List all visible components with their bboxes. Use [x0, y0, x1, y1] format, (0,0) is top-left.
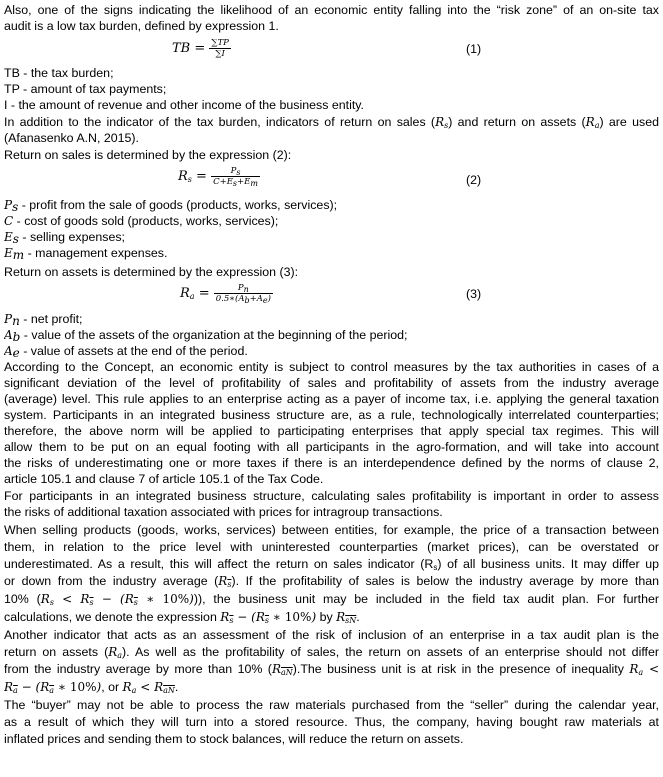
- definition-line: C - cost of goods sold (products, works, services);: [4, 214, 279, 228]
- paragraph-line: audit is a low tax burden, defined by expression 1.: [4, 19, 279, 33]
- paragraph-line: [4, 115, 659, 131]
- definition-line: $A_b$ - value of the assets of the organization at the beginning of the period;: [4, 328, 408, 344]
- equation-1: TB = $\frac{\sum TP}{\sum I}$: [172, 38, 229, 59]
- paragraph-line: Another indicator that acts as an assessment of the risk of inclusion of an enterprise in a tax audit plan is the: [4, 628, 659, 642]
- eq3-denominator: $0.5∗(A_b+A_e)$: [215, 294, 271, 305]
- paragraph-line: The “buyer” may not be able to process the raw materials purchased from the “seller” during the calendar year,: [4, 698, 659, 712]
- paragraph-line: therefore, the above norm will be applied to participating enterprises that apply special tax regimes. This will: [4, 424, 659, 438]
- paragraph-line: the risks of underestimating one or more taxes if there is an interdependence defined by the norms of clause 2,: [4, 456, 659, 470]
- inequality-sales: $R_s < R_s - (R_s$ ∗ 10%): [40, 592, 194, 607]
- expression-sales-threshold: $R_s - (R_s$ ∗ 10%): [220, 610, 317, 625]
- definition-line: $P_s$ - profit from the sale of goods (products, works, services);: [4, 198, 338, 214]
- definition-line: $E_s$ - selling expenses;: [4, 230, 126, 246]
- text-run: ) and return on assets (: [448, 115, 586, 129]
- paragraph-line: calculations, we denote the expression $R_s - (R_s$ ∗ 10%) by $R_{sN}$.: [4, 610, 360, 625]
- paragraph-line: or down from the industry average $(R_s)$. If the profitability of sales is below the industry average by more than: [4, 574, 659, 589]
- paragraph-line: significant deviation of the level of profitability of sales and profitability of assets from the industry average: [4, 376, 659, 390]
- definition-line: $P_n$ - net profit;: [4, 312, 83, 328]
- definition-line: TP - amount of tax payments;: [4, 82, 167, 96]
- eq1-denominator: ∑I: [209, 48, 230, 59]
- paragraph-line: According to the Concept, an economic entity is subject to control measures by the tax authorities in cases of a: [4, 360, 659, 374]
- text-run: ) are used: [599, 115, 659, 129]
- definition-line: TB - the tax burden;: [4, 66, 114, 80]
- paragraph-line: (average) level. This rule applies to an enterprise acting as a payer of income tax, i.e. applying the general taxation: [4, 392, 659, 406]
- symbol-Rs-avg: $R_s$: [218, 574, 232, 589]
- definition-line: $A_e$ - value of assets at the end of the period.: [4, 344, 248, 360]
- equation-2: $R_s$ = $\frac{P_s}{C+E_s+E_m}$: [178, 166, 258, 188]
- eq2-fraction: [211, 166, 260, 187]
- eq3-fraction: [214, 283, 273, 304]
- equation-number-3: (3): [466, 287, 482, 301]
- paragraph-line: (Afanasenko A.N, 2015).: [4, 131, 140, 145]
- paragraph-line: the risks of additional taxation associated with prices for intragroup transactions.: [4, 505, 443, 519]
- paragraph-line: 10% ($R_s < R_s - (R_s$ ∗ 10%))), the business unit may be included in the field tax audit plan. For further: [4, 592, 659, 607]
- symbol-Rs: $R_s$: [435, 115, 449, 130]
- eq1-numerator: ∑TP: [211, 38, 229, 48]
- paragraph-line: Also, one of the signs indicating the likelihood of an economic entity falling into the “risk zone” of an on-site tax: [4, 3, 659, 17]
- paragraph-line: Return on sales is determined by the expression (2):: [4, 148, 292, 162]
- definition-line: I - the amount of revenue and other income of the business entity.: [4, 98, 364, 112]
- eq1-lhs: TB: [172, 41, 191, 56]
- eq1-fraction: [209, 38, 230, 59]
- paragraph-line: allow them to be put on an equal footing with all participants in the agro-formation, and will take into account: [4, 440, 659, 454]
- symbol-RsN: $R_{sN}$: [336, 610, 357, 625]
- eq3-numerator: $P_n$: [237, 283, 249, 294]
- eq2-denominator: $C+E_s+E_m$: [213, 177, 258, 188]
- paragraph-line: system. Participants in an integrated business structure are, as a rule, technologically interrelated counterparties;: [4, 408, 659, 422]
- paragraph-line: inflated prices and sending them to stock balances, will reduce the return on assets.: [4, 732, 464, 746]
- paragraph-line: from the industry average by more than 10% $(R_{aN}).The$ business unit is at risk in the presence of inequality $R_a$ <: [4, 662, 659, 677]
- equation-number-1: (1): [466, 42, 482, 56]
- paragraph-line: underestimated. As a result, this will affect the return on sales indicator $(R_s)$ of all business units. It may differ up: [4, 557, 659, 572]
- symbol-Ra: $R_a$: [585, 115, 600, 130]
- text-run: In addition to the indicator of the tax burden, indicators of return on sales (: [4, 115, 436, 129]
- equation-number-2: (2): [466, 173, 482, 187]
- paragraph-line: For participants in an integrated business structure, calculating sales profitability is important in order to assess: [4, 489, 659, 503]
- eq2-numerator: $P_s$: [230, 166, 241, 177]
- paragraph-line: them, in relation to the price level with uninterested counterparties (market prices), can be overstated or: [4, 540, 659, 554]
- inequality-assets: $R_a - (R_a$ ∗ 10%): [4, 680, 102, 695]
- definition-line: $E_m$ - management expenses.: [4, 246, 168, 262]
- paragraph-line: $R_a - (R_a$ ∗ 10%), or $R_a < R_{aN}$.: [4, 680, 179, 695]
- equation-3: $R_a$ = $\frac{P_n}{0.5∗(A_b+A_e)}$: [180, 283, 271, 305]
- paragraph-line: return on assets $(R_a)$. As well as the profitability of sales, the return on assets of an enterprise should not differ: [4, 645, 659, 660]
- paragraph-line: article 105.1 and clause 7 of article 105.1 of the Tax Code.: [4, 472, 324, 486]
- paragraph-line: Return on assets is determined by the expression (3):: [4, 265, 299, 279]
- paragraph-line: as a result of which they will turn into a stored resource. Thus, the company, having bought raw materials at: [4, 715, 659, 729]
- paragraph-line: When selling products (goods, works, services) between entities, for example, the price of a transaction between: [4, 523, 659, 537]
